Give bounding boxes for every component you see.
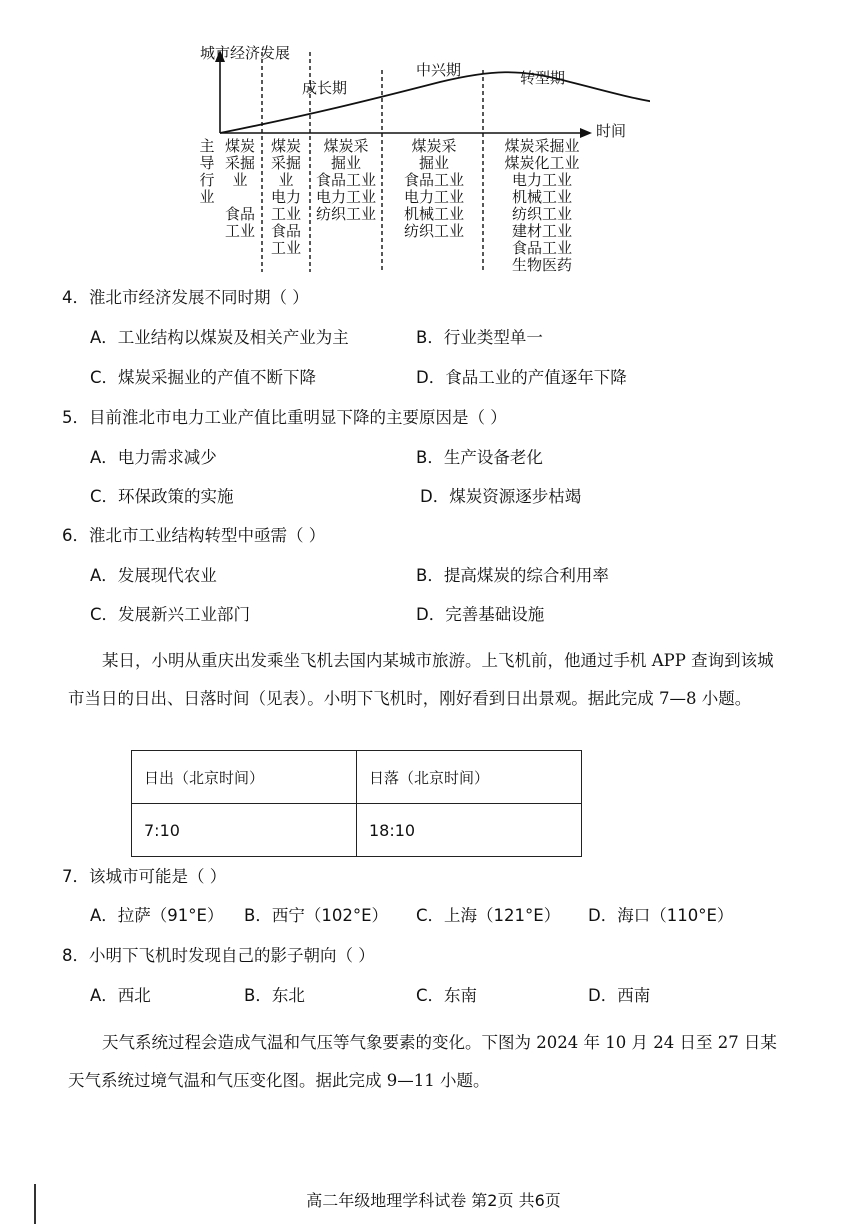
question-6-stem: 6．淮北市工业结构转型中亟需（ ） <box>62 526 326 545</box>
header-sunrise: 日出（北京时间） <box>132 751 357 804</box>
passage-weather-system: 天气系统过程会造成气温和气压等气象要素的变化。下图为 2024 年 10 月 24 日至 27 日某天气系统过境气温和气压变化图。据此完成 9—11 小题。 <box>68 1033 777 1090</box>
q4-option-d: D．食品工业的产值逐年下降 <box>416 368 627 387</box>
x-axis-label: 时间 <box>596 122 627 140</box>
q6-option-a: A．发展现代农业 <box>90 566 217 585</box>
q5-option-a: A．电力需求减少 <box>90 448 217 467</box>
phase-transition: 转型期 <box>520 69 566 87</box>
q5-option-d: D．煤炭资源逐步枯竭 <box>420 487 582 506</box>
question-7-stem: 7．该城市可能是（ ） <box>62 867 227 886</box>
q4-option-b: B．行业类型单一 <box>416 328 543 347</box>
q7-option-c: C．上海（121°E） <box>416 906 561 925</box>
phase-revival: 中兴期 <box>416 61 462 79</box>
industry-col-4: 煤炭采 掘业 食品工业 电力工业 机械工业 纺织工业 <box>403 137 464 240</box>
passage-sunrise-trip: 某日，小明从重庆出发乘坐飞机去国内某城市旅游。上飞机前，他通过手机 APP 查询到该城市当日的日出、日落时间（见表）。小明下飞机时，刚好看到日出景观。据此完成 7—8 小题。 <box>68 651 774 708</box>
page-footer: 高二年级地理学科试卷 第2页 共6页 <box>306 1191 561 1210</box>
question-5-stem: 5．目前淮北市电力工业产值比重明显下降的主要原因是（ ） <box>62 408 507 427</box>
q7-option-d: D．海口（110°E） <box>588 906 734 925</box>
q8-option-a: A．西北 <box>90 986 151 1005</box>
header-sunset: 日落（北京时间） <box>357 751 582 804</box>
q6-option-c: C．发展新兴工业部门 <box>90 605 251 624</box>
row-label-dominant-industry: 主导行业 <box>199 137 215 206</box>
industry-col-3: 煤炭采 掘业 食品工业 电力工业 纺织工业 <box>315 137 376 223</box>
q6-option-b: B．提高煤炭的综合利用率 <box>416 566 609 585</box>
value-sunset: 18:10 <box>357 804 582 857</box>
q7-option-a: A．拉萨（91°E） <box>90 906 224 925</box>
value-sunrise: 7:10 <box>132 804 357 857</box>
industry-col-2: 煤炭 采掘 业 电力 工业 食品 工业 <box>270 137 301 257</box>
q8-option-c: C．东南 <box>416 986 478 1005</box>
q4-option-a: A．工业结构以煤炭及相关产业为主 <box>90 328 349 347</box>
city-development-diagram <box>190 40 650 280</box>
q5-option-b: B．生产设备老化 <box>416 448 543 467</box>
sunrise-sunset-table <box>131 750 582 857</box>
q4-option-c: C．煤炭采掘业的产值不断下降 <box>90 368 317 387</box>
phase-growth: 成长期 <box>302 79 348 97</box>
industry-col-1: 煤炭 采掘 业 食品 工业 <box>224 137 255 240</box>
q5-option-c: C．环保政策的实施 <box>90 487 234 506</box>
question-8-stem: 8．小明下飞机时发现自己的影子朝向（ ） <box>62 946 375 965</box>
q6-option-d: D．完善基础设施 <box>416 605 545 624</box>
question-4-stem: 4．淮北市经济发展不同时期（ ） <box>62 288 309 307</box>
industry-col-5: 煤炭采掘业 煤炭化工业 电力工业 机械工业 纺织工业 建材工业 食品工业 生物医药 <box>504 137 580 274</box>
q8-option-b: B．东北 <box>244 986 305 1005</box>
q8-option-d: D．西南 <box>588 986 651 1005</box>
q7-option-b: B．西宁（102°E） <box>244 906 388 925</box>
y-axis-label: 城市经济发展 <box>200 44 291 62</box>
